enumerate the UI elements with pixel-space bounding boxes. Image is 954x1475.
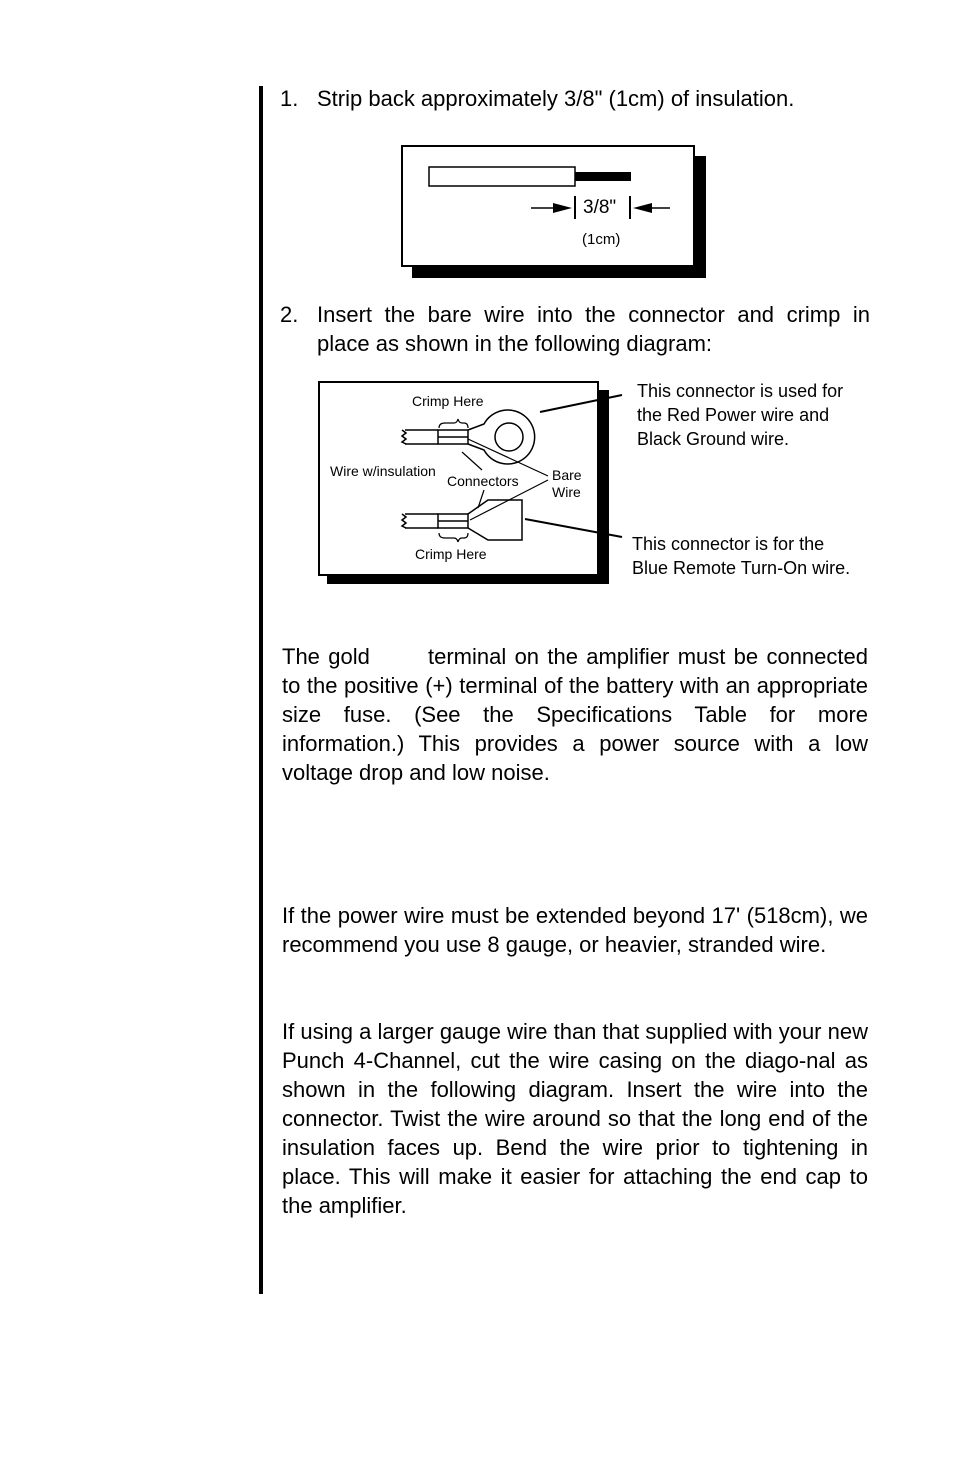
ring-callout-line3: Black Ground wire. [637, 429, 790, 449]
spade-callout-line1: This connector is for the [632, 534, 825, 554]
step-number: 2. [280, 302, 299, 327]
step-number: 1. [280, 86, 299, 111]
crimp-here-bottom-label: Crimp Here [415, 546, 487, 562]
callout-leader-spade [525, 519, 622, 537]
larger-gauge-paragraph: If using a larger gauge wire than that supplied with your new Punch 4-Channel, cut the wire casing on the diago-nal as shown in the following diagram. Insert the wire into the connector. Twist the wire around so that the long end of the insulation faces up. Bend the wire prior to tightening in place. This will make it easier for attaching the end cap to the amplifier. [282, 1019, 868, 1218]
bare-wire-label-line1: Bare [552, 467, 582, 483]
step-text: Insert the bare wire into the connector and crimp in place as shown in the following diagram: [317, 302, 870, 356]
measure-metric: (1cm) [582, 231, 621, 248]
leader-connectors-ring [462, 452, 482, 470]
spade-callout-line2: Blue Remote Turn-On wire. [632, 558, 851, 578]
extension-paragraph: If the power wire must be extended beyond 17' (518cm), we recommend you use 8 gauge, or heavier, stranded wire. [282, 903, 868, 957]
gold-terminal-paragraph: The gold terminal on the amplifier must be connected to the positive (+) terminal of the battery with an appropriate size fuse. (See the Specifications Table for more information.) This provides a power source with a low voltage drop and low noise. [282, 644, 942, 785]
spade-connector-shape [402, 500, 522, 540]
callout-leader-ring [540, 395, 622, 412]
ring-connector-shape [402, 410, 535, 464]
connectors-label: Connectors [447, 473, 519, 489]
wire-insulation-label: Wire w/insulation [330, 463, 436, 479]
ring-callout-line1: This connector is used for [637, 381, 844, 401]
measure-label: 3/8" [583, 197, 617, 218]
bare-wire-label-line2: Wire [552, 484, 581, 500]
crimp-here-top-label: Crimp Here [412, 393, 484, 409]
step-text: Strip back approximately 3/8" (1cm) of insulation. [317, 86, 795, 111]
crimp-brace-top [439, 419, 468, 428]
figure-2-drawing [0, 0, 954, 620]
ring-callout-line2: the Red Power wire and [637, 405, 830, 425]
crimp-brace-bottom [439, 533, 468, 542]
leader-bare-wire-top [468, 439, 548, 476]
